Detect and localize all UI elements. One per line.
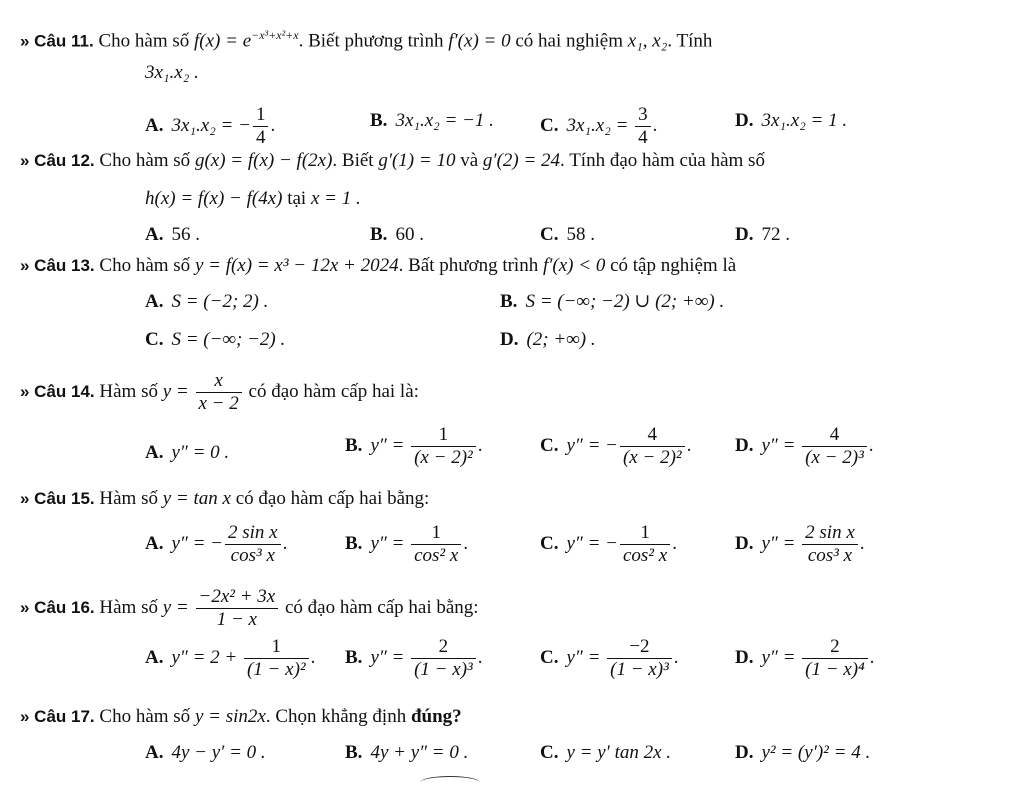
option-16-b: B. y″ = $\frac{2}{\text{(1 − x)³}}$ . xyxy=(345,636,483,680)
option-14-d: D. y″ = $\frac{4}{\text{(x − 2)³}}$ . xyxy=(735,424,874,468)
question-number: » Câu 17. xyxy=(20,707,95,726)
option-15-b: B. y″ = $\frac{1}{\text{cos² x}}$ . xyxy=(345,522,469,566)
option-12-d: D. 72 . xyxy=(735,224,790,245)
option-16-c: C. y″ = $\frac{-2}{\text{(1 − x)³}}$ . xyxy=(540,636,679,680)
option-14-a: A. y″ = 0 . xyxy=(145,442,230,463)
question-number: » Câu 16. xyxy=(20,597,95,617)
option-13-c: C. S = (−∞; −2) . xyxy=(145,329,286,350)
fraction: $\frac{1}{\text{cos² x}}$ xyxy=(411,522,461,567)
option-14-c: C. y″ = − $\frac{4}{\text{(x − 2)²}}$ . xyxy=(540,424,692,468)
question-11-line2: 3x₁.x₂ . xyxy=(145,62,199,83)
question-16: » Câu 16. Hàm số y = $\frac{\text{−2x² + 3x}}{1 - x}$ có đạo hàm cấp hai bằng: xyxy=(20,586,479,630)
fraction: $\frac{2}{\text{(1 − x)³}}$ xyxy=(411,636,476,681)
option-17-c: C. y = y′ tan 2x . xyxy=(540,742,672,763)
option-14-b: B. y″ = $\frac{1}{\text{(x − 2)²}}$ . xyxy=(345,424,483,468)
option-13-b: B. S = (−∞; −2) ∪ (2; +∞) . xyxy=(500,291,725,312)
option-16-a: A. y″ = 2 + $\frac{1}{\text{(1 − x)²}}$ . xyxy=(145,636,316,680)
option-16-d: D. y″ = $\frac{2}{\text{(1 − x)⁴}}$ . xyxy=(735,636,875,680)
fraction: $\frac{1}{4}$ xyxy=(253,104,269,149)
question-11: » Câu 11. Cho hàm số $f(x) = e^{-x^3+x^2+x}$. Biết phương trình f′(x) = 0 có hai nghiệm x₁, x₂. Tính xyxy=(20,28,713,52)
question-17: » Câu 17. Cho hàm số y = sin2x. Chọn khẳng định đúng? xyxy=(20,706,462,727)
option-11-c: C. 3x₁.x₂ = $\frac{3}{4}$ . xyxy=(540,104,658,148)
question-12-line2: h(x) = f(x) − f(4x) tại x = 1 . xyxy=(145,188,361,209)
option-12-a: A. 56 . xyxy=(145,224,200,245)
fraction: $\frac{-2}{\text{(1 − x)³}}$ xyxy=(607,636,672,681)
question-12: » Câu 12. Cho hàm số g(x) = f(x) − f(2x). Biết g′(1) = 10 và g′(2) = 24. Tính đạo hàm của hàm số xyxy=(20,150,765,171)
question-number: » Câu 11. xyxy=(20,31,94,51)
option-15-d: D. y″ = $\frac{\text{2 sin x}}{\text{cos³ x}}$ . xyxy=(735,522,865,566)
fraction: $\frac{4}{\text{(x − 2)³}}$ xyxy=(802,424,867,469)
fraction: $\frac{1}{\text{(1 − x)²}}$ xyxy=(244,636,309,681)
fraction: $\frac{\text{2 sin x}}{\text{cos³ x}}$ xyxy=(802,522,858,567)
question-13: » Câu 13. Cho hàm số y = f(x) = x³ − 12x + 2024. Bất phương trình f′(x) < 0 có tập nghiệm là xyxy=(20,255,737,276)
option-12-b: B. 60 . xyxy=(370,224,424,245)
fraction: $\frac{x}{x - 2}$ xyxy=(196,370,242,415)
question-15: » Câu 15. Hàm số y = tan x có đạo hàm cấp hai bằng: xyxy=(20,488,430,509)
question-number: » Câu 13. xyxy=(20,256,95,275)
option-15-c: C. y″ = − $\frac{1}{\text{cos² x}}$ . xyxy=(540,522,677,566)
question-number: » Câu 15. xyxy=(20,489,95,508)
question-number: » Câu 12. xyxy=(20,151,95,170)
option-15-a: A. y″ = − $\frac{\text{2 sin x}}{\text{cos³ x}}$ . xyxy=(145,522,288,566)
option-17-b: B. 4y + y″ = 0 . xyxy=(345,742,469,763)
cut-off-formula-mark xyxy=(420,776,480,789)
fraction: $\frac{1}{\text{cos² x}}$ xyxy=(620,522,670,567)
option-17-d: D. y² = (y′)² = 4 . xyxy=(735,742,871,763)
fraction: $\frac{\text{−2x² + 3x}}{1 - x}$ xyxy=(196,586,279,631)
option-17-a: A. 4y − y′ = 0 . xyxy=(145,742,266,763)
fraction: $\frac{\text{2 sin x}}{\text{cos³ x}}$ xyxy=(225,522,281,567)
option-13-a: A. S = (−2; 2) . xyxy=(145,291,269,312)
option-13-d: D. (2; +∞) . xyxy=(500,329,596,350)
fraction: $\frac{1}{\text{(x − 2)²}}$ xyxy=(411,424,476,469)
fraction: $\frac{4}{\text{(x − 2)²}}$ xyxy=(620,424,685,469)
option-11-a: A. 3x₁.x₂ = − $\frac{1}{4}$ . xyxy=(145,104,276,148)
option-12-c: C. 58 . xyxy=(540,224,595,245)
question-14: » Câu 14. Hàm số y = $\frac{x}{x - 2}$ có đạo hàm cấp hai là: xyxy=(20,370,419,414)
question-number: » Câu 14. xyxy=(20,381,95,401)
option-11-b: B. 3x₁.x₂ = −1 . xyxy=(370,110,494,131)
fraction: $\frac{2}{\text{(1 − x)⁴}}$ xyxy=(802,636,868,681)
fraction: $\frac{3}{4}$ xyxy=(635,104,651,149)
option-11-d: D. 3x₁.x₂ = 1 . xyxy=(735,110,848,131)
